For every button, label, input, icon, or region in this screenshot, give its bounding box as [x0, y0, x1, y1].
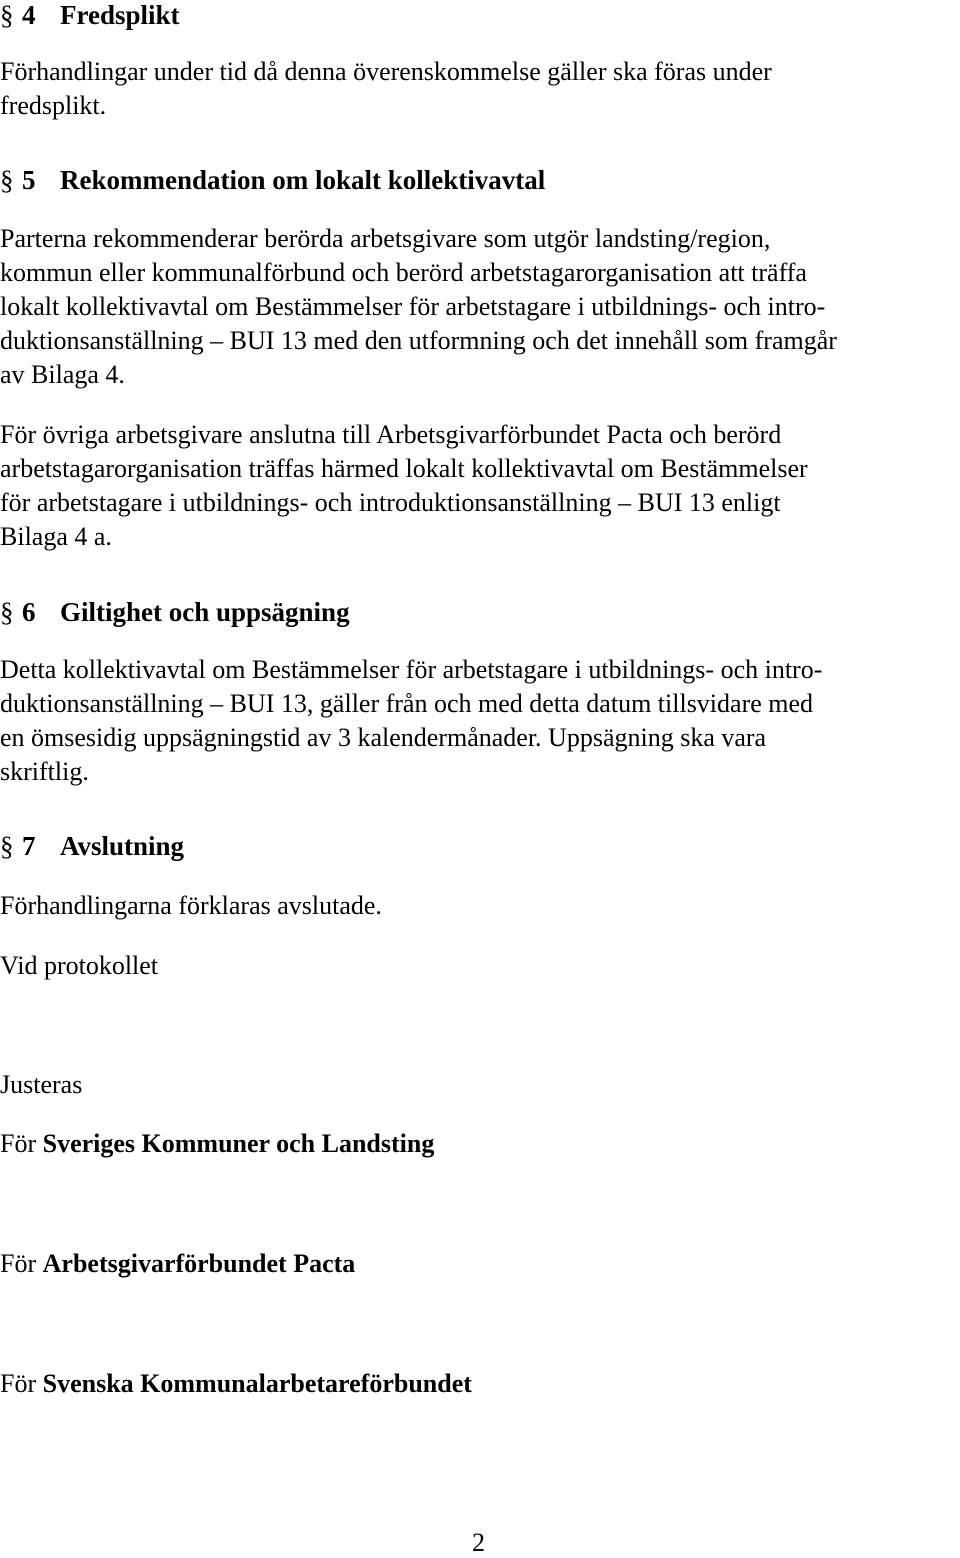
section-symbol: § — [0, 831, 14, 861]
text-line: av Bilaga 4. — [0, 360, 125, 389]
section-heading-7 — [0, 831, 184, 861]
text-line: Bilaga 4 a. — [0, 522, 112, 551]
signatory-prefix: För — [0, 1249, 37, 1278]
signatory-kommunal — [0, 1367, 472, 1401]
text-line: fredsplikt. — [0, 91, 107, 120]
section-title: Fredsplikt — [60, 0, 180, 30]
text-line: Parterna rekommenderar berörda arbetsgivare som utgör landsting/region, — [0, 224, 771, 253]
section-symbol: § — [0, 0, 14, 30]
section-number: 4 — [22, 0, 36, 30]
text-line: Förhandlingar under tid då denna överenskommelse gäller ska föras under — [0, 57, 772, 86]
section-symbol: § — [0, 165, 14, 195]
text-line: Detta kollektivavtal om Bestämmelser för arbetstagare i utbildnings- och intro- — [0, 655, 823, 684]
section-symbol: § — [0, 597, 14, 627]
paragraph-rekommendation-1 — [0, 222, 960, 392]
text-line: för arbetstagare i utbildnings- och introduktionsanställning – BUI 13 enligt — [0, 488, 781, 517]
paragraph-fredsplikt — [0, 55, 960, 123]
text-line: kommun eller kommunalförbund och berörd arbetstagarorganisation att träffa — [0, 258, 807, 287]
section-number: 6 — [22, 597, 36, 627]
text-line: duktionsanställning – BUI 13, gäller från och med detta datum tillsvidare med — [0, 689, 814, 718]
signatory-pacta — [0, 1247, 355, 1281]
justeras-label: Justeras — [0, 1070, 83, 1099]
text-line: arbetstagarorganisation träffas härmed lokalt kollektivavtal om Bestämmelser — [0, 454, 808, 483]
text-line: För övriga arbetsgivare anslutna till Arbetsgivarförbundet Pacta och berörd — [0, 420, 782, 449]
section-number: 7 — [22, 831, 36, 861]
section-title: Rekommendation om lokalt kollektivavtal — [60, 165, 546, 195]
section-title: Avslutning — [60, 831, 185, 861]
page-number: 2 — [472, 1528, 485, 1557]
text-line: en ömsesidig uppsägningstid av 3 kalendermånader. Uppsägning ska vara — [0, 723, 767, 752]
paragraph-rekommendation-2 — [0, 418, 960, 554]
paragraph-avslutning: Förhandlingarna förklaras avslutade. — [0, 891, 382, 920]
signatory-prefix: För — [0, 1129, 37, 1158]
text-line: skriftlig. — [0, 757, 89, 786]
section-title: Giltighet och uppsägning — [60, 597, 350, 627]
section-number: 5 — [22, 165, 36, 195]
signatory-skl — [0, 1127, 434, 1161]
text-line: lokalt kollektivavtal om Bestämmelser för arbetstagare i utbildnings- och intro- — [0, 292, 826, 321]
signatory-organisation: Svenska Kommunalarbetareförbundet — [42, 1369, 472, 1398]
section-heading-4 — [0, 0, 180, 30]
paragraph-giltighet — [0, 653, 960, 789]
section-heading-5 — [0, 165, 545, 195]
vid-protokollet-label: Vid protokollet — [0, 951, 159, 980]
signatory-prefix: För — [0, 1369, 37, 1398]
section-heading-6 — [0, 597, 350, 627]
signatory-organisation: Sveriges Kommuner och Landsting — [42, 1129, 435, 1158]
signatory-organisation: Arbetsgivarförbundet Pacta — [42, 1249, 356, 1278]
text-line: duktionsanställning – BUI 13 med den utformning och det innehåll som framgår — [0, 326, 837, 355]
